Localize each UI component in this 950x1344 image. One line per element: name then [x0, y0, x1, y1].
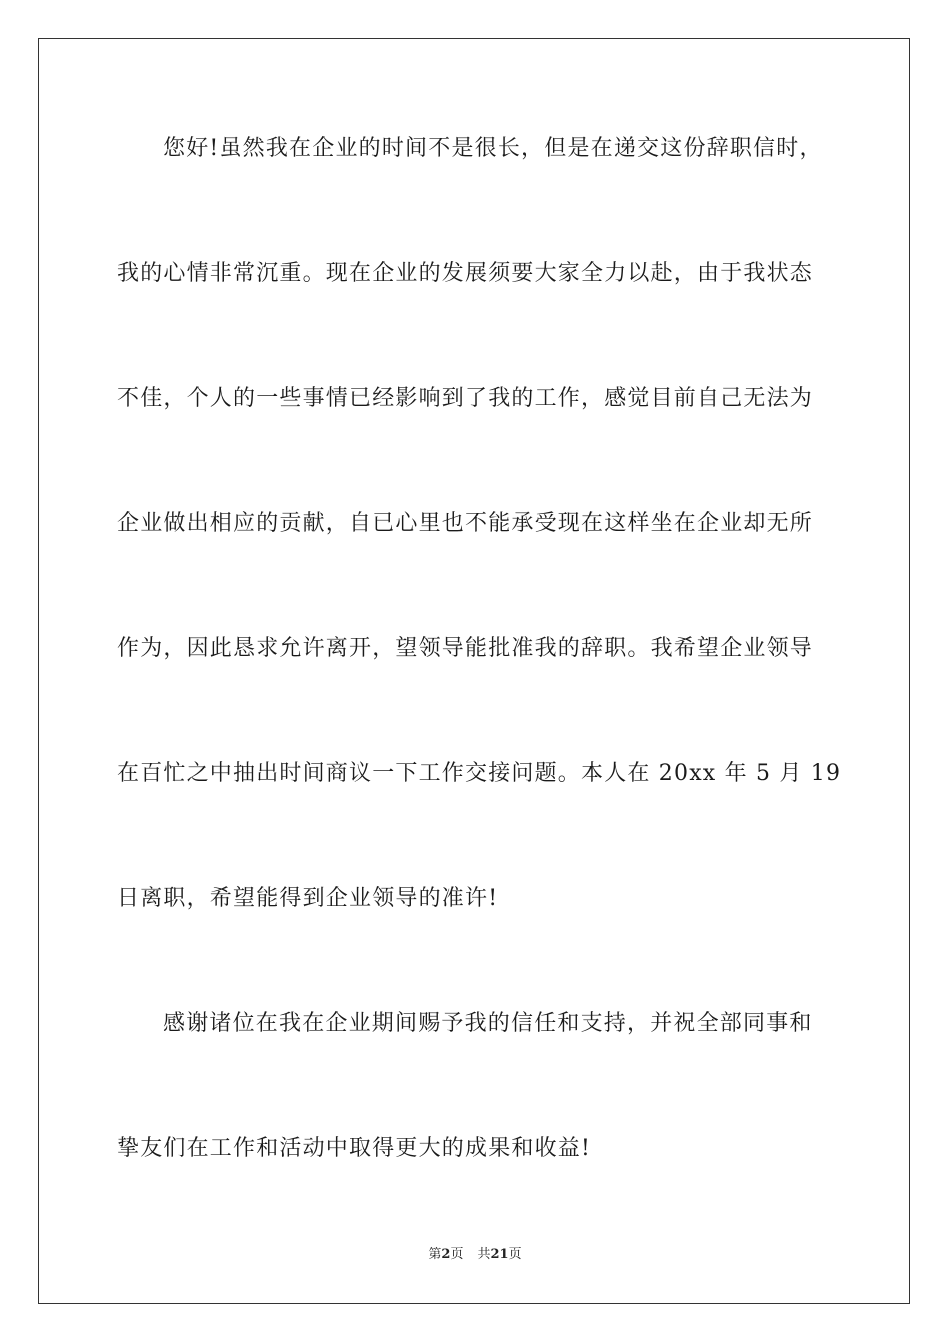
text-line-4: 企业做出相应的贡献，自已心里也不能承受现在这样坐在企业却无所	[117, 511, 814, 536]
text-line-8: 感谢诸位在我在企业期间赐予我的信任和支持，并祝全部同事和	[163, 1011, 813, 1036]
page-prefix: 第	[428, 1247, 442, 1262]
page-suffix: 页	[450, 1247, 464, 1262]
text-line-1: 您好!虽然我在企业的时间不是很长，但是在递交这份辞职信时，	[163, 136, 823, 161]
text-line-7: 日离职，希望能得到企业领导的准许!	[117, 886, 499, 911]
text-line-9: 挚友们在工作和活动中取得更大的成果和收益!	[117, 1136, 592, 1161]
page-footer	[0, 1246, 950, 1264]
text-line-3: 不佳，个人的一些事情已经影响到了我的工作，感觉目前自己无法为	[117, 386, 814, 411]
page-total: 21	[490, 1247, 509, 1262]
text-line-2: 我的心情非常沉重。现在企业的发展须要大家全力以赴，由于我状态	[117, 261, 814, 286]
total-prefix: 共	[477, 1247, 491, 1262]
text-line-6: 在百忙之中抽出时间商议一下工作交接问题。本人在 20xx 年 5 月 19	[117, 761, 842, 786]
page-border	[38, 38, 910, 1304]
text-line-5: 作为，因此恳求允许离开，望领导能批准我的辞职。我希望企业领导	[117, 636, 814, 661]
total-suffix: 页	[508, 1247, 522, 1262]
page-current: 2	[441, 1247, 451, 1262]
